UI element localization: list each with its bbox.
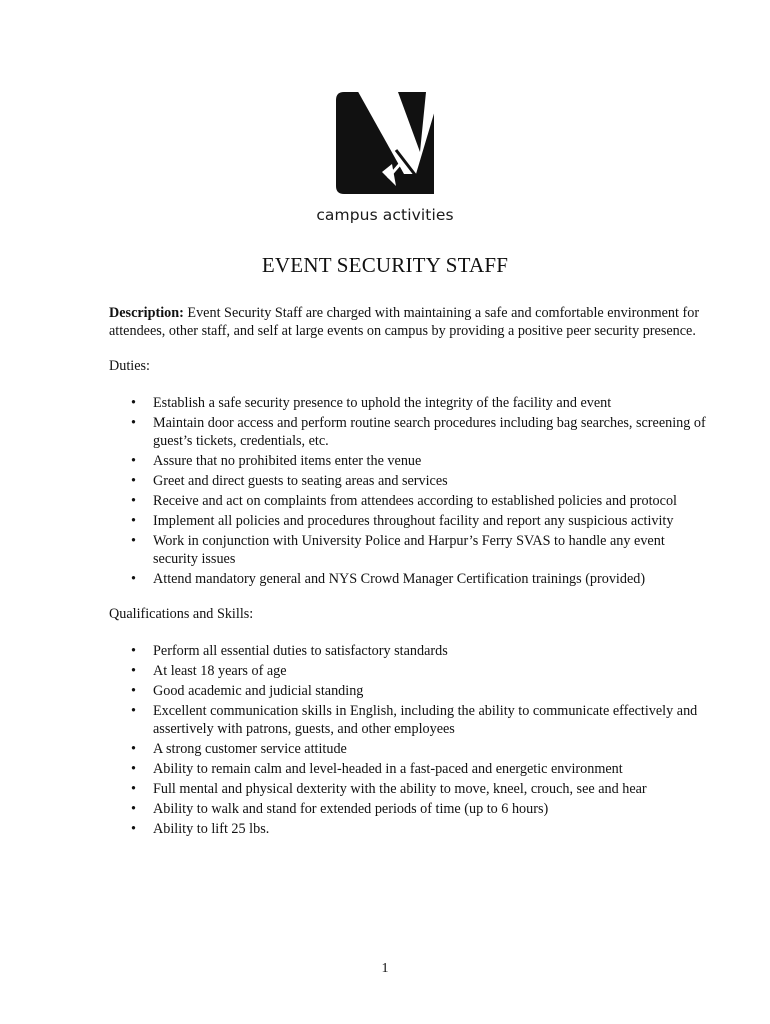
list-item: • Full mental and physical dexterity with the ability to move, kneel, crouch, see and hear bbox=[153, 780, 709, 798]
page-title: EVENT SECURITY STAFF bbox=[261, 253, 509, 277]
qualifications-heading: Qualifications and Skills: bbox=[109, 606, 254, 622]
qualifications-list bbox=[109, 642, 709, 838]
list-item: • Work in conjunction with University Police and Harpur’s Ferry SVAS to handle any event security issues bbox=[153, 532, 709, 568]
list-item: • Attend mandatory general and NYS Crowd Manager Certification trainings (provided) bbox=[153, 570, 709, 588]
description-text: Event Security Staff are charged with maintaining a safe and comfortable environment for attendees, other staff, and self at large events on campus by providing a positive peer security presence. bbox=[109, 305, 700, 339]
list-item: • Ability to remain calm and level-headed in a fast-paced and energetic environment bbox=[153, 760, 709, 778]
list-item: • At least 18 years of age bbox=[153, 662, 709, 680]
list-item: • Assure that no prohibited items enter the venue bbox=[153, 452, 709, 470]
document-body bbox=[109, 304, 709, 840]
list-item: • Excellent communication skills in English, including the ability to communicate effectively and assertively with patrons, guests, and other employees bbox=[153, 702, 709, 738]
description-paragraph bbox=[109, 304, 709, 340]
list-item: • Maintain door access and perform routine search procedures including bag searches, screening of guest’s tickets, credentials, etc. bbox=[153, 414, 709, 450]
logo-text: campus activities bbox=[316, 206, 454, 224]
list-item: • Ability to walk and stand for extended periods of time (up to 6 hours) bbox=[153, 800, 709, 818]
logo bbox=[312, 90, 458, 224]
list-item: • Ability to lift 25 lbs. bbox=[153, 820, 709, 838]
list-item: • Perform all essential duties to satisfactory standards bbox=[153, 642, 709, 660]
list-item: • Receive and act on complaints from attendees according to established policies and protocol bbox=[153, 492, 709, 510]
duties-heading: Duties: bbox=[109, 358, 150, 374]
page-number: 1 bbox=[381, 961, 389, 976]
duties-list bbox=[109, 394, 709, 588]
list-item: • Establish a safe security presence to uphold the integrity of the facility and event bbox=[153, 394, 709, 412]
campus-activities-v-logo-icon bbox=[334, 90, 436, 196]
list-item: • Implement all policies and procedures throughout facility and report any suspicious activity bbox=[153, 512, 709, 530]
description-label: Description: bbox=[109, 305, 184, 321]
list-item: • A strong customer service attitude bbox=[153, 740, 709, 758]
list-item: • Good academic and judicial standing bbox=[153, 682, 709, 700]
list-item: • Greet and direct guests to seating areas and services bbox=[153, 472, 709, 490]
